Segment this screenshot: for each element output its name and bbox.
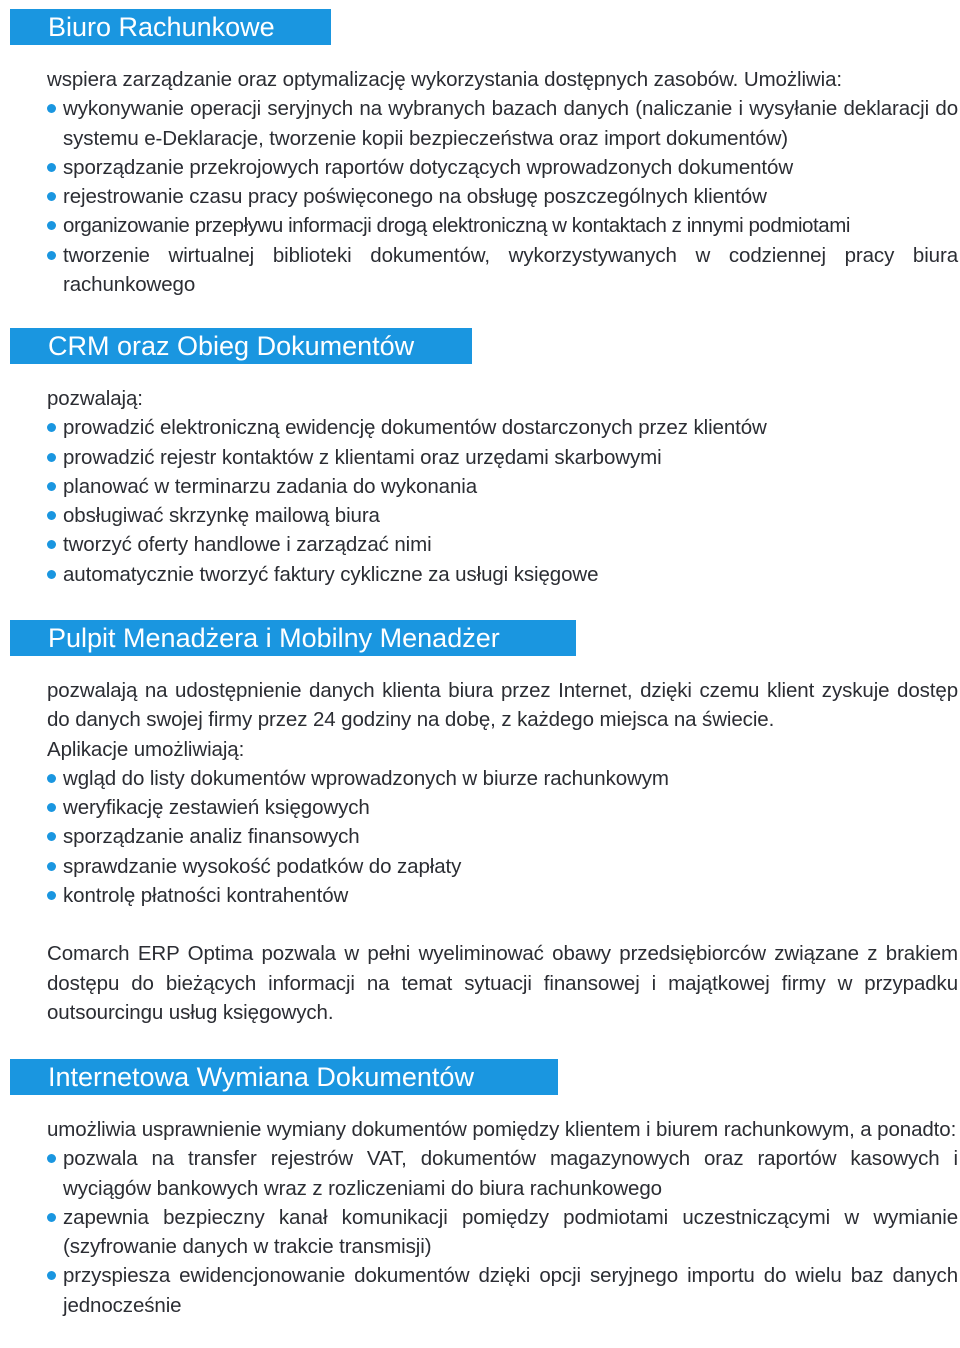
list-item: [47, 241, 958, 300]
list-item-text: zapewnia bezpieczny kanał komunikacji pomiędzy podmiotami uczestniczącymi w wymianie (szyfrowanie danych w trakcie transmisji): [63, 1205, 958, 1259]
list-item: [47, 560, 958, 589]
list-item-text: weryfikację zestawień księgowych: [63, 796, 370, 820]
bullet-icon: [47, 423, 56, 432]
section-biuro-rachunkowe: [47, 65, 958, 299]
list-item-text: planować w terminarzu zadania do wykonania: [63, 474, 478, 498]
bullet-icon: [47, 163, 56, 172]
list-item-text: pozwala na transfer rejestrów VAT, dokumentów magazynowych oraz raportów kasowych i wyciągów bankowych wraz z rozliczeniami do biura rachunkowego: [63, 1147, 958, 1200]
list-item: [47, 530, 958, 559]
list-item: [47, 443, 958, 472]
bullet-icon: [47, 251, 56, 260]
section-intro: pozwalają na udostępnienie danych klienta biura przez Internet, dzięki czemu klient zyskuje dostęp do danych swojej firmy przez 24 godziny na dobę, z każdego miejsca na świecie.: [47, 679, 958, 732]
bullet-icon: [47, 511, 56, 520]
list-item: [47, 413, 958, 442]
list-item: [47, 1261, 958, 1320]
section-internetowa-wymiana: [47, 1115, 958, 1320]
bullet-list: [47, 1144, 958, 1320]
list-item-text: sporządzanie przekrojowych raportów dotyczących wprowadzonych dokumentów: [63, 155, 794, 179]
bullet-icon: [47, 570, 56, 579]
list-item: [47, 764, 958, 793]
bullet-icon: [47, 774, 56, 783]
list-item: [47, 881, 958, 910]
closing-paragraph: Comarch ERP Optima pozwala w pełni wyeliminować obawy przedsiębiorców związane z brakiem dostępu do bieżących informacji na temat sytuacji finansowej i majątkowej firmy w przypadku outsourcingu usług księgowych.: [47, 942, 958, 1024]
list-item-text: prowadzić rejestr kontaktów z klientami oraz urzędami skarbowymi: [63, 445, 662, 469]
list-item-text: wykonywanie operacji seryjnych na wybranych bazach danych (naliczanie i wysyłanie deklaracji do systemu e-Deklaracje, tworzenie kopii bezpieczeństwa oraz import dokumentów): [63, 97, 958, 150]
list-item-text: organizowanie przepływu informacji drogą elektroniczną w kontaktach z innymi podmiotami: [63, 214, 850, 238]
list-item-text: tworzenie wirtualnej biblioteki dokumentów, wykorzystywanych w codziennej pracy biura rachunkowego: [63, 243, 958, 297]
bullet-icon: [47, 482, 56, 491]
bullet-icon: [47, 891, 56, 900]
section-title-biuro-rachunkowe: Biuro Rachunkowe: [10, 9, 331, 45]
bullet-icon: [47, 104, 56, 113]
list-item: [47, 182, 958, 211]
section-intro-secondary: Aplikacje umożliwiają:: [47, 737, 245, 761]
section-crm: [47, 384, 958, 589]
bullet-icon: [47, 1154, 56, 1163]
bullet-list: [47, 413, 958, 589]
list-item: [47, 501, 958, 530]
section-title-internetowa-wymiana: Internetowa Wymiana Dokumentów: [10, 1059, 558, 1095]
bullet-icon: [47, 862, 56, 871]
bullet-icon: [47, 832, 56, 841]
section-title-crm: CRM oraz Obieg Dokumentów: [10, 328, 472, 364]
list-item-text: sprawdzanie wysokość podatków do zapłaty: [63, 854, 462, 878]
bullet-icon: [47, 1213, 56, 1222]
list-item: [47, 1203, 958, 1262]
bullet-icon: [47, 803, 56, 812]
bullet-list: [47, 94, 958, 299]
section-title-pulpit-menadzera: Pulpit Menadżera i Mobilny Menadżer: [10, 620, 576, 656]
bullet-icon: [47, 453, 56, 462]
list-item: [47, 211, 958, 240]
list-item-text: przyspiesza ewidencjonowanie dokumentów dzięki opcji seryjnego importu do wielu baz danych jednocześnie: [63, 1264, 958, 1317]
list-item-text: automatycznie tworzyć faktury cykliczne za usługi księgowe: [63, 562, 599, 586]
list-item-text: prowadzić elektroniczną ewidencję dokumentów dostarczonych przez klientów: [63, 416, 767, 440]
list-item: [47, 793, 958, 822]
list-item-text: sporządzanie analiz finansowych: [63, 825, 360, 849]
bullet-icon: [47, 540, 56, 549]
bullet-list: [47, 764, 958, 910]
list-item: [47, 852, 958, 881]
list-item: [47, 94, 958, 153]
bullet-icon: [47, 192, 56, 201]
list-item: [47, 1144, 958, 1203]
list-item-text: rejestrowanie czasu pracy poświęconego na obsługę poszczególnych klientów: [63, 185, 767, 209]
list-item-text: kontrolę płatności kontrahentów: [63, 884, 349, 908]
section-intro: wspiera zarządzanie oraz optymalizację wykorzystania dostępnych zasobów. Umożliwia:: [47, 68, 842, 91]
list-item-text: tworzyć oferty handlowe i zarządzać nimi: [63, 533, 432, 557]
list-item: [47, 153, 958, 182]
section-intro: pozwalają:: [47, 387, 143, 410]
list-item: [47, 472, 958, 501]
section-pulpit-menadzera: [47, 676, 958, 1027]
bullet-icon: [47, 1271, 56, 1280]
list-item: [47, 822, 958, 851]
bullet-icon: [47, 221, 56, 230]
list-item-text: wgląd do listy dokumentów wprowadzonych w biurze rachunkowym: [63, 766, 669, 790]
list-item-text: obsługiwać skrzynkę mailową biura: [63, 504, 380, 528]
section-intro: umożliwia usprawnienie wymiany dokumentów pomiędzy klientem i biurem rachunkowym, a ponadto:: [47, 1118, 957, 1141]
